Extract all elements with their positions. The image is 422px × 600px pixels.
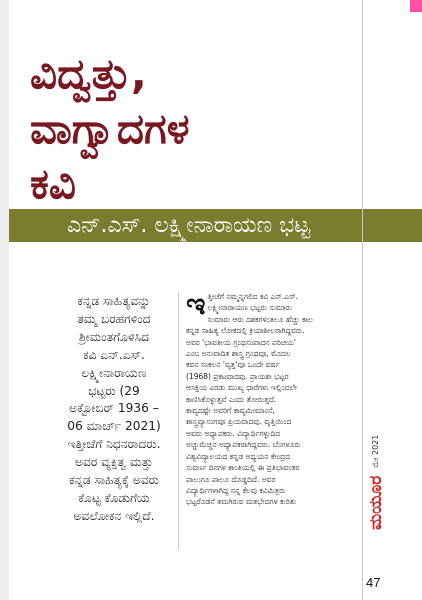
article-headline (30, 46, 350, 211)
magazine-strip (366, 435, 386, 530)
article-paragraph: ತ್ತೀಚೆಗೆ ನಮ್ಮನ್ನಗಲಿದ ಕವಿ ಎನ್.ಎಸ್. ಲಕ್ಷ್ಮೀನಾರಾಯಣ ಭಟ್ಟರು ಸುಮಾರು ಸುಮಾರು ಆರು ದಶಕಗಳಿಂತಲೂ ಹೆಚ್ಚು ಕಾಲ ಕನ್ನಡ ಸಾಹಿತ್ಯ ಲೋಕದಲ್ಲಿ ಕ್ರಿಯಾಶೀಲರಾಗಿದ್ದವರು. ಅವರ 'ಭಾವತೀಯ ಗ್ರಂಥಸಂಪಾದನ ಪರಿಚಯ' ಎಂಬ ಅನುವಾದಿತ ಶಾಸ್ತ್ರ ಗ್ರಂಥವೂ, ಮೊದಲ ಕವನ ಸಂಕಲನ 'ವೃತ್ತ'ವೂ ಒಂದೇ ವರ್ಷ (1968) ಪ್ರಕಟವಾದವು. ಪ್ರಾಯಶಃ ಭಟ್ಟರ ಆಸಕ್ತಿಯ ಎರಡು ಮುಖ್ಯ ಧಾರೆಗಳು ಇಲ್ಲಿಂದಲೇ ಕಾಣಿಸಿಕೊಳ್ಳುತ್ತವೆ ಎಂದು ತೋರುತ್ತದೆ. ಕಾವ್ಯದಷ್ಟೇ ಅವರಿಗೆ ಕಾವ್ಯಮೀಮಾಂಸೆ, ಶಾಸ್ತ್ರವ್ಯಾಸಂಗವೂ ಪ್ರಿಯವಾದವು. ವೃತ್ತಿಯಿಂದ ಅವರು ಅಧ್ಯಾಪಕರು. ವಿದ್ಯಾರ್ಥಿಗಳ್ಳುದಿದ ಅಚ್ಚುಮೆಚ್ಚಿನ ಅಧ್ಯಾಪಕರಾಗಿದ್ದವರು. ಬೆಂಗಳೂರು ವಿಶ್ವವಿದ್ಯಾಲಯದ ಕನ್ನಡ ಅಧ್ಯಯನ ಕೇಂದ್ರದ ಸುವರ್ಣ ದಿನಗಳ ಕಾಂತಿಯಲ್ಲಿ ಈ ಪ್ರತಿಭಾವಂತರ ಪಾಲುಗೂ ಪಾಲೂ ದೊಡ್ಡದಿದೆ. ಅವರ ವಿದ್ಯಾರ್ಥಿಗಳಾಗಿದ್ದ ನನ್ನ ಕೆಲವು ಕವಿಮಿತ್ರರು ಭಟ್ಟರೊಡನೆ ತಮಗಿರುವ ಮತಭೇದಗಳ ಕುರಿತು (186, 292, 313, 507)
corner-marker (410, 0, 422, 12)
page-number: 47 (366, 575, 381, 590)
subject-name-band: ಎನ್.ಎಸ್. ಲಕ್ಷ್ಮೀನಾರಾಯಣ ಭಟ್ಟ (9, 209, 422, 242)
intro-text: ಕನ್ನಡ ಸಾಹಿತ್ಯವನ್ನು ತಮ್ಮ ಬರಹಗಳಿಂದ ಶ್ರೀಮಂತಗೊಳಿಸಿದ ಕವಿ ಎನ್.ಎಸ್. ಲಕ್ಷ್ಮೀನಾರಾಯಣ ಭಟ್ಟರು (29 ಅಕ್ಟೋಬರ್ 1936 – 06 ಮಾರ್ಚ್ 2021) ಇತ್ತೀಚೆಗೆ ನಿಧನರಾದರು. ಅವರ ವ್ಯಕ್ತಿತ್ವ ಮತ್ತು ಕನ್ನಡ ಸಾಹಿತ್ಯಕ್ಕೆ ಅವರು ಕೊಟ್ಟ ಕೊಡುಗೆಯ ಅವಲೋಕನ ಇಲ್ಲಿದೆ. (67, 294, 161, 523)
margin-rule (362, 0, 363, 600)
headline-line-2: ವಾಗ್ವಾದಗಳ (30, 104, 190, 153)
page-edge (0, 0, 9, 600)
headline-line-1: ವಿದ್ವತ್ತು, (30, 49, 147, 98)
drop-cap: ಇ (186, 287, 206, 322)
magazine-logo: ಮಯೂರ (366, 475, 386, 530)
intro-sidebar (60, 293, 168, 526)
issue-date: ಮೇ 2021 (371, 434, 380, 468)
column-divider (178, 292, 179, 550)
headline-line-3: ಕವಿ (30, 159, 76, 208)
article-body (186, 287, 351, 508)
